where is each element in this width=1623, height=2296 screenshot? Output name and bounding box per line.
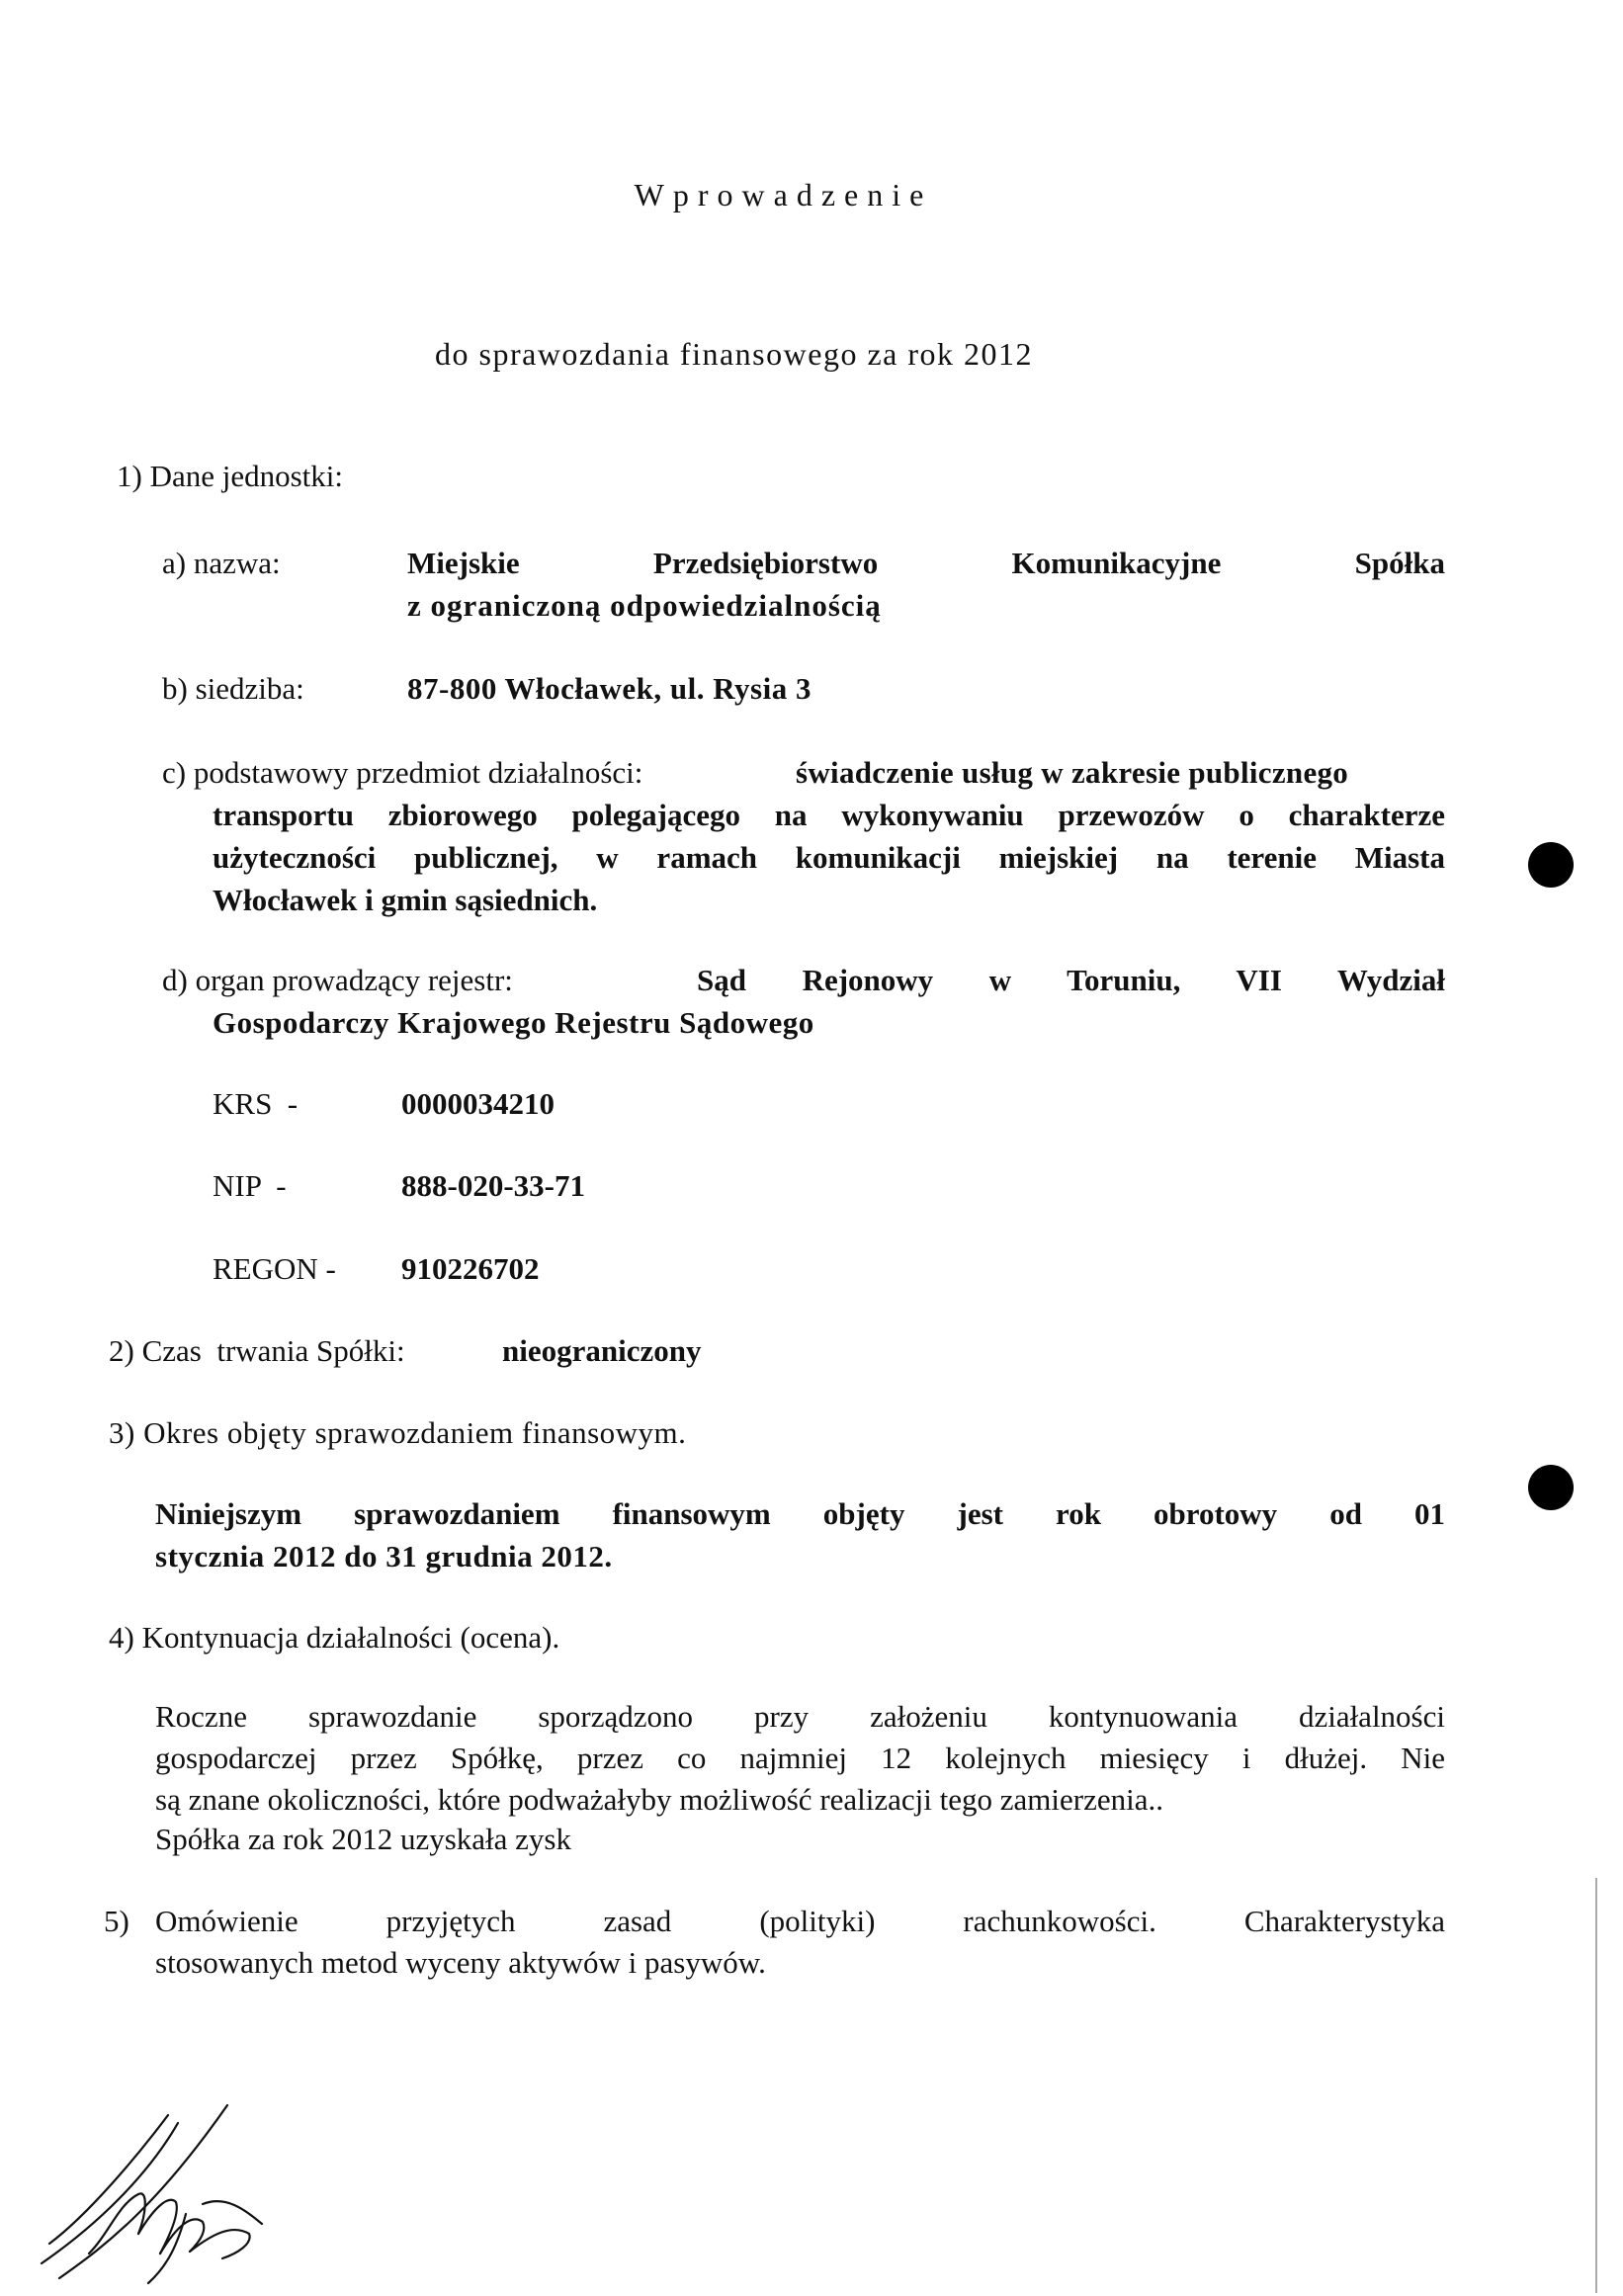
item-c-label: c) podstawowy przedmiot działalności: — [162, 755, 643, 790]
nip-label: NIP - — [213, 1168, 287, 1203]
scan-edge-line — [1595, 1878, 1597, 2293]
nip-value: 888-020-33-71 — [401, 1168, 585, 1203]
regon-label: REGON - — [213, 1251, 336, 1286]
krs-value: 0000034210 — [401, 1086, 555, 1121]
item-c-line3: użyteczności publicznej, w ramach komunikacji miejskiej na terenie Miasta — [213, 840, 1445, 875]
section-2-value: nieograniczony — [502, 1333, 702, 1368]
page-title: Wprowadzenie — [634, 177, 933, 213]
name-word-1: Miejskie — [407, 546, 520, 580]
name-word-3: Komunikacyjne — [1011, 546, 1222, 580]
regon-value: 910226702 — [401, 1251, 540, 1286]
item-c-line4: Włocławek i gmin sąsiednich. — [213, 883, 598, 917]
section-4-line3: są znane okoliczności, które podważałyby możliwość realizacji tego zamierzenia.. — [155, 1782, 1163, 1817]
section-4-line2: gospodarczej przez Spółkę, przez co najmniej 12 kolejnych miesięcy i dłużej. Nie — [155, 1741, 1445, 1775]
item-b-value: 87-800 Włocławek, ul. Rysia 3 — [407, 671, 812, 706]
page-subtitle: do sprawozdania finansowego za rok 2012 — [435, 336, 1033, 372]
item-b-label: b) siedziba: — [162, 671, 304, 706]
krs-label: KRS - — [213, 1086, 299, 1121]
name-word-4: Spółka — [1354, 546, 1445, 580]
punch-hole-dot — [1528, 1465, 1574, 1510]
item-d-line1: Sąd Rejonowy w Toruniu, VII Wydział — [697, 963, 1445, 997]
item-a-name-line2: z ograniczoną odpowiedzialnością — [407, 588, 882, 623]
section-3-line1: Niniejszym sprawozdaniem finansowym objęty jest rok obrotowy od 01 — [155, 1496, 1445, 1531]
section-4-heading: 4) Kontynuacja działalności (ocena). — [109, 1620, 560, 1655]
item-d-label: d) organ prowadzący rejestr: — [162, 963, 513, 997]
section-1-heading: 1) Dane jednostki: — [117, 459, 344, 493]
punch-hole-dot — [1528, 842, 1574, 888]
section-5-number: 5) — [104, 1904, 129, 1938]
section-4-line1: Roczne sprawozdanie sporządzono przy założeniu kontynuowania działalności — [155, 1699, 1445, 1734]
item-d-line2: Gospodarczy Krajowego Rejestru Sądowego — [213, 1005, 814, 1040]
item-c-line2: transportu zbiorowego polegającego na wykonywaniu przewozów o charakterze — [213, 798, 1445, 832]
section-2-heading: 2) Czas trwania Spółki: — [109, 1333, 405, 1368]
item-c-line1: świadczenie usług w zakresie publicznego — [796, 755, 1349, 790]
name-word-2: Przedsiębiorstwo — [652, 546, 879, 580]
item-a-label: a) nazwa: — [162, 546, 281, 580]
section-4-line4: Spółka za rok 2012 uzyskała zysk — [155, 1822, 571, 1856]
section-3-heading: 3) Okres objęty sprawozdaniem finansowym. — [109, 1415, 687, 1450]
section-5-line2: stosowanych metod wyceny aktywów i pasywów. — [155, 1945, 766, 1980]
section-3-line2: stycznia 2012 do 31 grudnia 2012. — [155, 1539, 613, 1573]
section-5-line1: Omówienie przyjętych zasad (polityki) rachunkowości. Charakterystyka — [155, 1904, 1445, 1938]
handwritten-signature — [30, 2095, 287, 2293]
item-a-name-line1 — [407, 542, 1445, 584]
